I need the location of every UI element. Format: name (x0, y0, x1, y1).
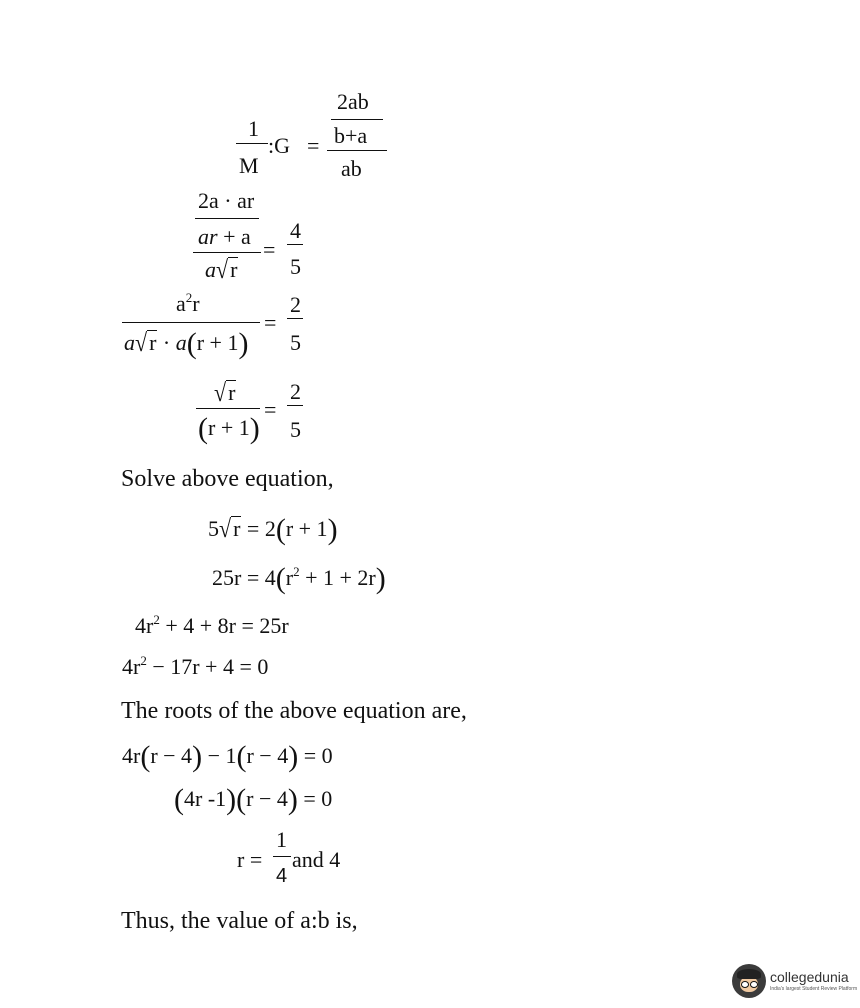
value-text: Thus, the value of a:b is, (121, 908, 358, 934)
student-mascot-icon (732, 964, 766, 998)
rhs-fraction-bar (287, 244, 303, 245)
equals-sign: = (307, 133, 320, 158)
rhs-numerator: 4 (290, 218, 301, 243)
numerator: 2a · ar (198, 188, 255, 213)
denominator: a√r (205, 255, 238, 284)
rhs-numerator: 2 (290, 379, 301, 404)
rhs-denominator: 5 (290, 330, 301, 355)
equation-9: 4r(r − 4) − 1(r − 4) = 0 (122, 740, 333, 773)
rhs-numerator: 2 (290, 292, 301, 317)
inner-fraction-bar (195, 218, 259, 219)
inner-numerator: 2ab (337, 89, 369, 114)
equals-sign: = (263, 237, 276, 262)
equation-8: $4r^2 - 17r + 4 = 0$ (122, 653, 269, 679)
equation-7: $4r^2 + 4 + 8r = 25r$ (135, 612, 289, 638)
outer-denominator: ab (341, 156, 362, 181)
numerator: √r (214, 378, 236, 407)
outer-fraction-bar (327, 150, 387, 151)
rhs-fraction-bar (287, 318, 303, 319)
solve-text: Solve above equation, (121, 466, 334, 492)
collegedunia-logo[interactable] (732, 958, 858, 1004)
equation-5: 5√r = 2(r + 1) (208, 513, 338, 546)
rhs-denominator: 5 (290, 417, 301, 442)
inner-fraction-bar (331, 119, 383, 120)
fraction-bar (122, 322, 260, 323)
roots-text: The roots of the above equation are, (121, 698, 467, 724)
equals-sign: = (264, 310, 277, 335)
numerator: 1 (276, 827, 287, 852)
fraction-bar (196, 408, 260, 409)
equation-10: (4r -1)(r − 4) = 0 (174, 783, 333, 816)
lhs: r = (237, 847, 263, 872)
rhs-denominator: 5 (290, 254, 301, 279)
denominator: 4 (276, 865, 288, 887)
middle-expression: ar + a (198, 224, 251, 249)
equals-sign: = (264, 397, 277, 422)
rhs-fraction-bar (287, 405, 303, 406)
numerator: $a^2r$ (176, 290, 200, 316)
fraction-bar (273, 856, 291, 857)
rest: and 4 (292, 847, 341, 872)
logo-name: collegedunia (770, 969, 849, 986)
ratio-symbol: :G (268, 133, 290, 158)
fraction-denominator: M (239, 153, 259, 178)
outer-fraction-bar (193, 252, 261, 253)
denominator: a√r · a(r + 1) (124, 327, 249, 360)
fraction-numerator: 1 (248, 116, 259, 141)
equation-6: $25r = 4(r^2 + 1 + 2r)$ (212, 562, 386, 595)
denominator: (r + 1) (198, 412, 260, 445)
inner-denominator: b+a (334, 123, 368, 148)
logo-tagline: India's largest Student Review Platform (770, 985, 858, 992)
fraction-bar (236, 143, 268, 144)
